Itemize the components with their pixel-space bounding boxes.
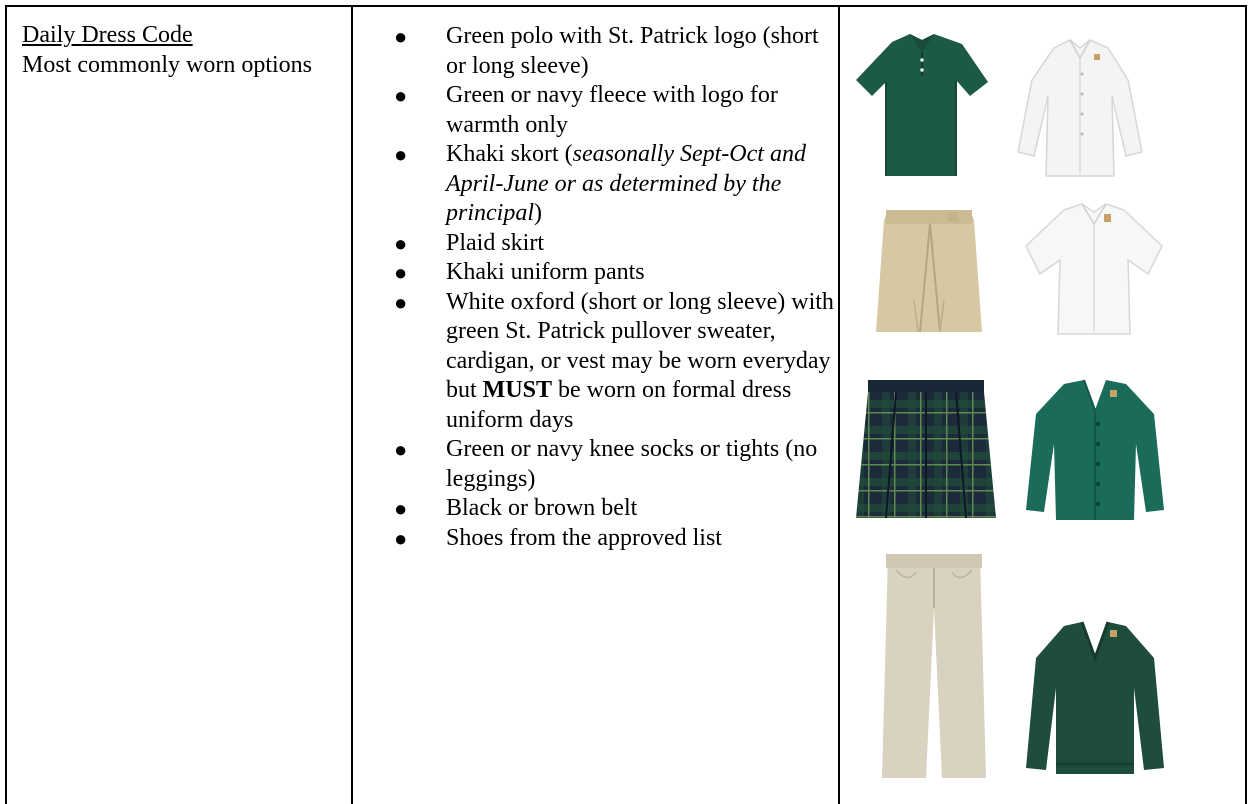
polo-shirt-icon (852, 30, 992, 180)
section-title: Daily Dress Code (22, 22, 193, 48)
dress-code-list-cell (380, 22, 834, 553)
green-cardigan-image (1024, 374, 1166, 524)
list-item-text: Green polo with St. Patrick logo (short or long sleeve) (446, 23, 819, 79)
list-item-text-suffix: be worn on formal dress uniform days (446, 377, 792, 433)
list-item (380, 22, 836, 81)
list-item-text-prefix: Khaki skort ( (446, 141, 573, 167)
table-border-col1 (351, 5, 353, 804)
khaki-pants-image (872, 548, 996, 784)
table-border-left (5, 5, 7, 804)
table-border-right (1245, 5, 1247, 804)
list-item (380, 524, 836, 554)
list-item (380, 140, 836, 229)
list-item (380, 288, 836, 436)
cardigan-icon (1024, 374, 1166, 524)
plaid-skirt-image (856, 374, 996, 524)
bullet-icon: ● (394, 230, 408, 256)
bullet-icon: ● (394, 289, 408, 315)
uniform-images-cell (852, 30, 1242, 790)
list-item-text: Green or navy knee socks or tights (no leggings) (446, 436, 818, 492)
list-item (380, 494, 836, 524)
list-item-text-prefix: White oxford (short or long sleeve) with green St. Patrick pullover sweater, cardigan, or vest may be worn everyday but (446, 288, 834, 403)
list-item (380, 258, 836, 288)
table-border-col2 (838, 5, 840, 804)
bullet-icon: ● (394, 24, 408, 49)
bullet-icon: ● (394, 83, 408, 108)
list-item (380, 435, 836, 494)
list-item-text: Khaki uniform pants (446, 259, 645, 285)
white-oxford-short-sleeve-image (1024, 200, 1164, 340)
pants-icon (872, 548, 996, 784)
dress-code-list (380, 22, 834, 553)
skort-icon (874, 200, 984, 340)
list-item-text-suffix: ) (534, 200, 542, 226)
list-item (380, 229, 836, 259)
v-neck-sweater-icon (1024, 618, 1166, 778)
list-item (380, 81, 836, 140)
list-item-text: Shoes from the approved list (446, 524, 722, 551)
list-item-text-strong: MUST (482, 377, 553, 403)
list-item-text: Green or navy fleece with logo for warmth only (446, 82, 778, 138)
section-subtitle: Most commonly worn options (22, 52, 313, 78)
khaki-skort-image (874, 200, 984, 340)
list-item-text: Plaid skirt (446, 229, 545, 256)
bullet-icon: ● (394, 437, 408, 462)
bullet-icon: ● (394, 142, 408, 167)
bullet-icon: ● (394, 496, 408, 521)
table-top-border (5, 5, 1247, 7)
bullet-icon: ● (394, 525, 408, 551)
list-item-text: Black or brown belt (446, 495, 638, 521)
green-polo-shirt-image (852, 30, 992, 180)
oxford-shirt-icon (1010, 34, 1150, 184)
list-item-text-emphasis: seasonally Sept-Oct and April-June or as determined by the principal (446, 141, 806, 226)
white-oxford-long-sleeve-image (1010, 34, 1150, 184)
green-v-neck-sweater-image (1024, 618, 1166, 778)
bullet-icon: ● (394, 260, 408, 285)
short-sleeve-shirt-icon (1024, 200, 1164, 340)
plaid-skirt-icon (856, 374, 996, 524)
section-label-cell (22, 20, 342, 80)
